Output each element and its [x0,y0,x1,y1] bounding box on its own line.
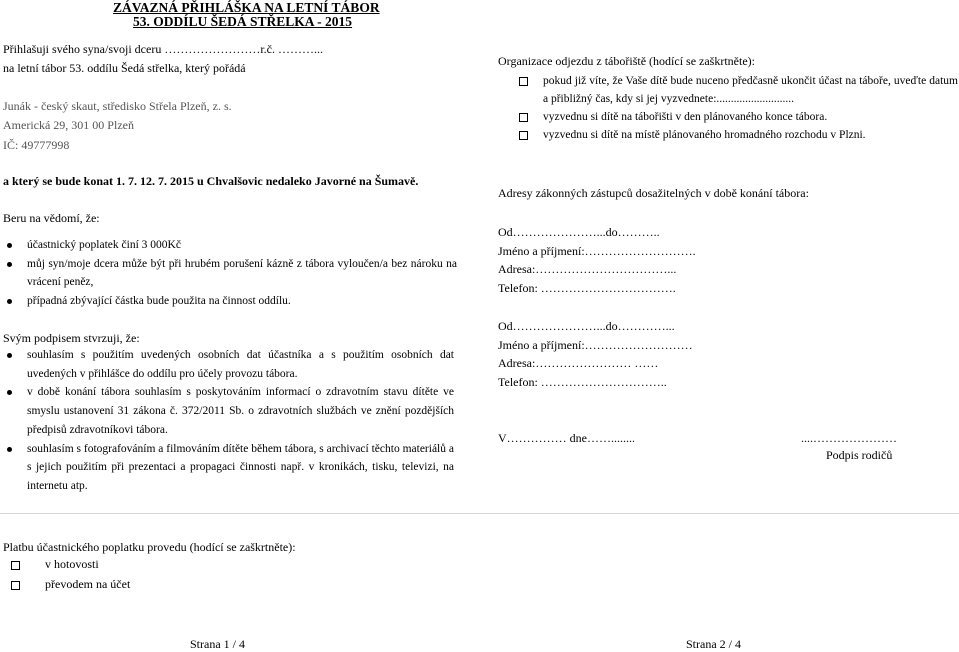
departure-option-label: vyzvednu si dítě na místě plánovaného hromadného rozchodu v Plzni. [543,129,866,141]
payment-heading: Platbu účastnického poplatku provedu (hodící se zaškrtněte): [3,540,296,554]
payment-option-label: v hotovosti [45,557,99,571]
section-divider [0,513,959,514]
checkbox-icon[interactable] [519,113,528,122]
form-title-line2: 53. ODDÍLU ŠEDÁ STŘELKA - 2015 [133,14,353,29]
payment-option-label: převodem na účet [45,577,131,591]
consent-item [27,346,454,383]
signature-line[interactable]: ....………………… [801,431,897,445]
departure-option-label: vyzvednu si dítě na tábořišti v den plánovaného konce tábora. [543,111,828,123]
acknowledge-heading: Beru na vědomí, že: [3,211,100,225]
checkbox-icon[interactable] [11,561,20,570]
consent-item [27,383,454,439]
acknowledge-item [27,255,457,292]
payment-option-cash[interactable] [11,557,99,572]
guardian-phone-field[interactable]: Telefon: ………………………….. [498,374,667,389]
checkbox-icon[interactable] [11,581,20,590]
bullet-icon [7,353,12,358]
bullet-icon [7,243,12,248]
departure-option [543,126,958,144]
guardian-block-1 [498,223,696,297]
departure-heading: Organizace odjezdu z tábořiště (hodící se zaškrtněte): [498,54,755,68]
consent-list [27,346,454,496]
page-number-right: Strana 2 / 4 [686,637,741,651]
departure-option [543,108,958,126]
acknowledge-list [27,236,457,310]
intro-line1: Přihlašuji svého syna/svoji dceru ……………………r.č. ………... [3,42,323,56]
acknowledge-item-text: případná zbývající částka bude použita na činnost oddílu. [27,294,291,307]
organizer-name: Junák - český skaut, středisko Střela Plzeň, z. s. [3,99,232,113]
consent-heading: Svým podpisem stvrzuji, že: [3,331,140,345]
bullet-icon [7,262,12,267]
guardian-block-2 [498,317,693,391]
consent-item [27,440,454,496]
page-number-left: Strana 1 / 4 [190,637,245,651]
guardians-heading: Adresy zákonných zástupců dosažitelných v době konání tábora: [498,186,809,200]
bullet-icon [7,390,12,395]
consent-item-text: souhlasím s použitím uvedených osobních dat účastníka a s použitím osobních dat uvedených v přihlášce do oddílu pro účely provozu tábora. [27,349,454,380]
departure-options [543,72,958,144]
consent-item-text: souhlasím s fotografováním a filmováním dítěte během tábora, s archivací těchto materiálů a s jejich použitím při prezentaci a propagaci činnosti např. v kronikách, tisku, televizi, na internetu atp. [27,442,454,492]
guardian-dates-field[interactable]: Od…………………...do…………... [498,319,675,333]
departure-option [543,72,958,108]
organizer-id: IČ: 49777998 [3,138,70,152]
guardian-address-field[interactable]: Adresa:……………………………... [498,262,677,276]
acknowledge-item-text: můj syn/moje dcera může být při hrubém porušení kázně z tábora vyloučen/a bez nároku na vrácení peněz, [27,257,457,288]
checkbox-icon[interactable] [519,131,528,140]
bullet-icon [7,299,12,304]
intro-line2: na letní tábor 53. oddílu Šedá střelka, který pořádá [3,61,246,75]
consent-item-text: v době konání tábora souhlasím s poskytováním informací o zdravotním stavu dítěte ve smyslu ustanovení 31 zákona č. 372/2011 Sb. o zdravotních službách ve znění pozdějších předpisů zdravotníkovi tábora. [27,386,454,436]
bullet-icon [7,447,12,452]
camp-dates: a který se bude konat 1. 7. 12. 7. 2015 u Chvalšovic nedaleko Javorné na Šumavě. [3,174,419,188]
organizer-address: Americká 29, 301 00 Plzeň [3,118,134,132]
signature-place-date[interactable]: V…………… dne……........ [498,431,635,445]
guardian-address-field[interactable]: Adresa:…………………… …… [498,356,659,370]
acknowledge-item [27,236,457,255]
payment-option-transfer[interactable] [11,577,130,592]
guardian-name-field[interactable]: Jméno a příjmení:……………………… [498,337,693,352]
acknowledge-item-text: účastnický poplatek činí 3 000Kč [27,239,181,251]
departure-option-label: pokud již víte, že Vaše dítě bude nuceno předčasně ukončit účast na táboře, uveďte datum a přibližný čas, kdy si jej vyzvednete:........................... [543,75,958,105]
guardian-dates-field[interactable]: Od…………………...do……….. [498,225,660,239]
signature-label: Podpis rodičů [826,448,893,462]
acknowledge-item [27,292,457,311]
checkbox-icon[interactable] [519,77,528,86]
guardian-phone-field[interactable]: Telefon: ……………………………. [498,280,676,295]
form-title-line1: ZÁVAZNÁ PŘIHLÁŠKA NA LETNÍ TÁBOR [113,0,380,15]
guardian-name-field[interactable]: Jméno a příjmení:………………………. [498,243,696,258]
